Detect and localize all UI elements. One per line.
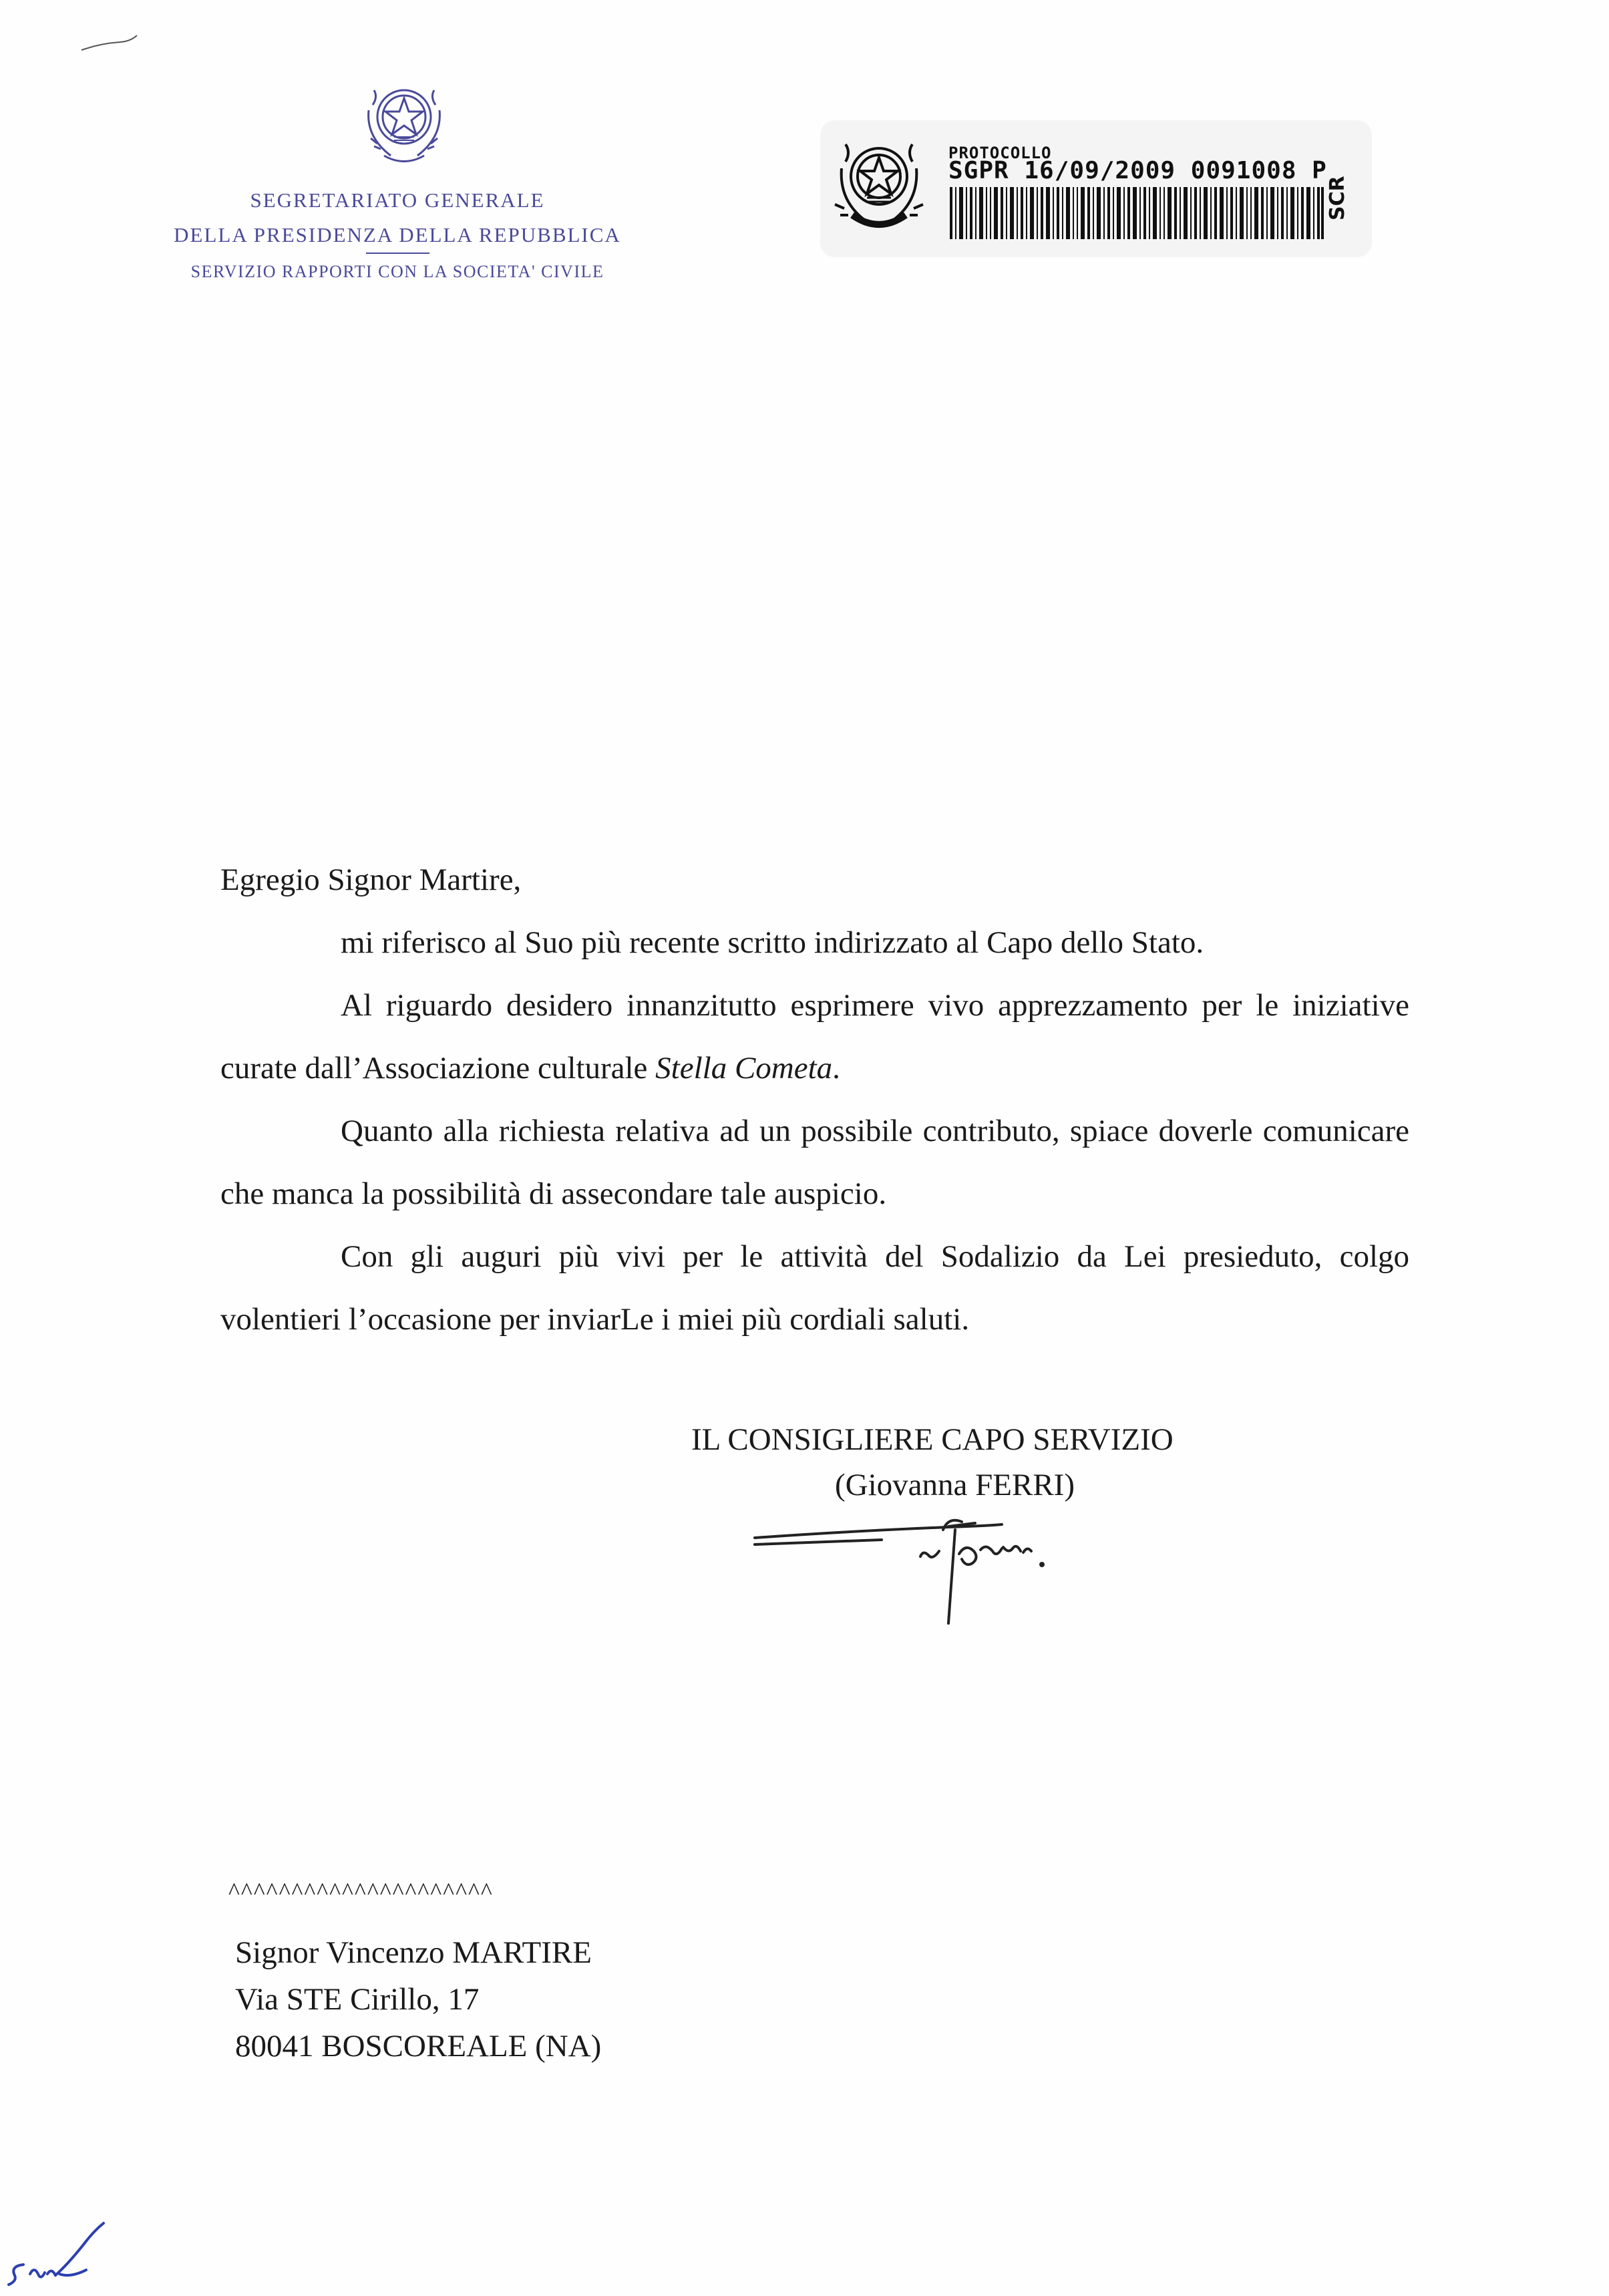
paragraph-3: Quanto alla richiesta relativa ad un possibile contributo, spiace doverle comunicare che manca la possibilità di assecondare tale auspicio. <box>220 1114 1409 1211</box>
recipient-city: 80041 BOSCOREALE (NA) <box>235 2029 602 2064</box>
letterhead-line-1: SEGRETARIATO GENERALE <box>250 188 545 212</box>
recipient-address <box>235 1929 601 2070</box>
republic-emblem-icon <box>354 70 454 170</box>
letterhead-line-3: SERVIZIO RAPPORTI CON LA SOCIETA' CIVILE <box>190 262 604 281</box>
handwritten-signature <box>748 1490 1122 1637</box>
protocol-code: SGPR 16/09/2009 0091008 P <box>948 157 1327 184</box>
signatory-name: (Giovanna FERRI) <box>835 1468 1075 1502</box>
paragraph-2 <box>220 974 1409 1100</box>
signatory-title: IL CONSIGLIERE CAPO SERVIZIO <box>691 1422 1174 1457</box>
association-name: Stella Cometa <box>655 1051 833 1086</box>
protocol-stamp <box>820 120 1372 257</box>
recipient-name: Signor Vincenzo MARTIRE <box>235 1935 592 1970</box>
republic-seal-icon <box>826 128 932 235</box>
pen-mark-top-left <box>80 30 140 57</box>
letterhead-divider <box>366 253 429 254</box>
letterhead-line-2: DELLA PRESIDENZA DELLA REPUBBLICA <box>174 223 621 247</box>
paragraph-4: Con gli auguri più vivi per le attività del Sodalizio da Lei presieduto, colgo volentieri l’occasione per inviarLe i miei più cordiali saluti. <box>220 1239 1409 1337</box>
paragraph-2-end: . <box>832 1051 840 1086</box>
barcode-icon <box>950 187 1324 239</box>
letterhead <box>87 187 708 283</box>
salutation: Egregio Signor Martire, <box>220 862 522 897</box>
protocol-label: PROTOCOLLO <box>948 144 1052 162</box>
handwritten-initials <box>3 2218 117 2291</box>
paragraph-1: mi riferisco al Suo più recente scritto indirizzato al Capo dello Stato. <box>341 925 1204 960</box>
letter-body <box>220 848 1409 1351</box>
address-separator: ^^^^^^^^^^^^^^^^^^^^^ <box>228 1878 494 1905</box>
recipient-street: Via STE Cirillo, 17 <box>235 1982 480 2017</box>
paragraph-2-text: Al riguardo desidero innanzitutto esprimere vivo apprezzamento per le iniziative curate dall’Associazione culturale <box>220 988 1409 1086</box>
protocol-side-code: SCR <box>1326 176 1349 220</box>
